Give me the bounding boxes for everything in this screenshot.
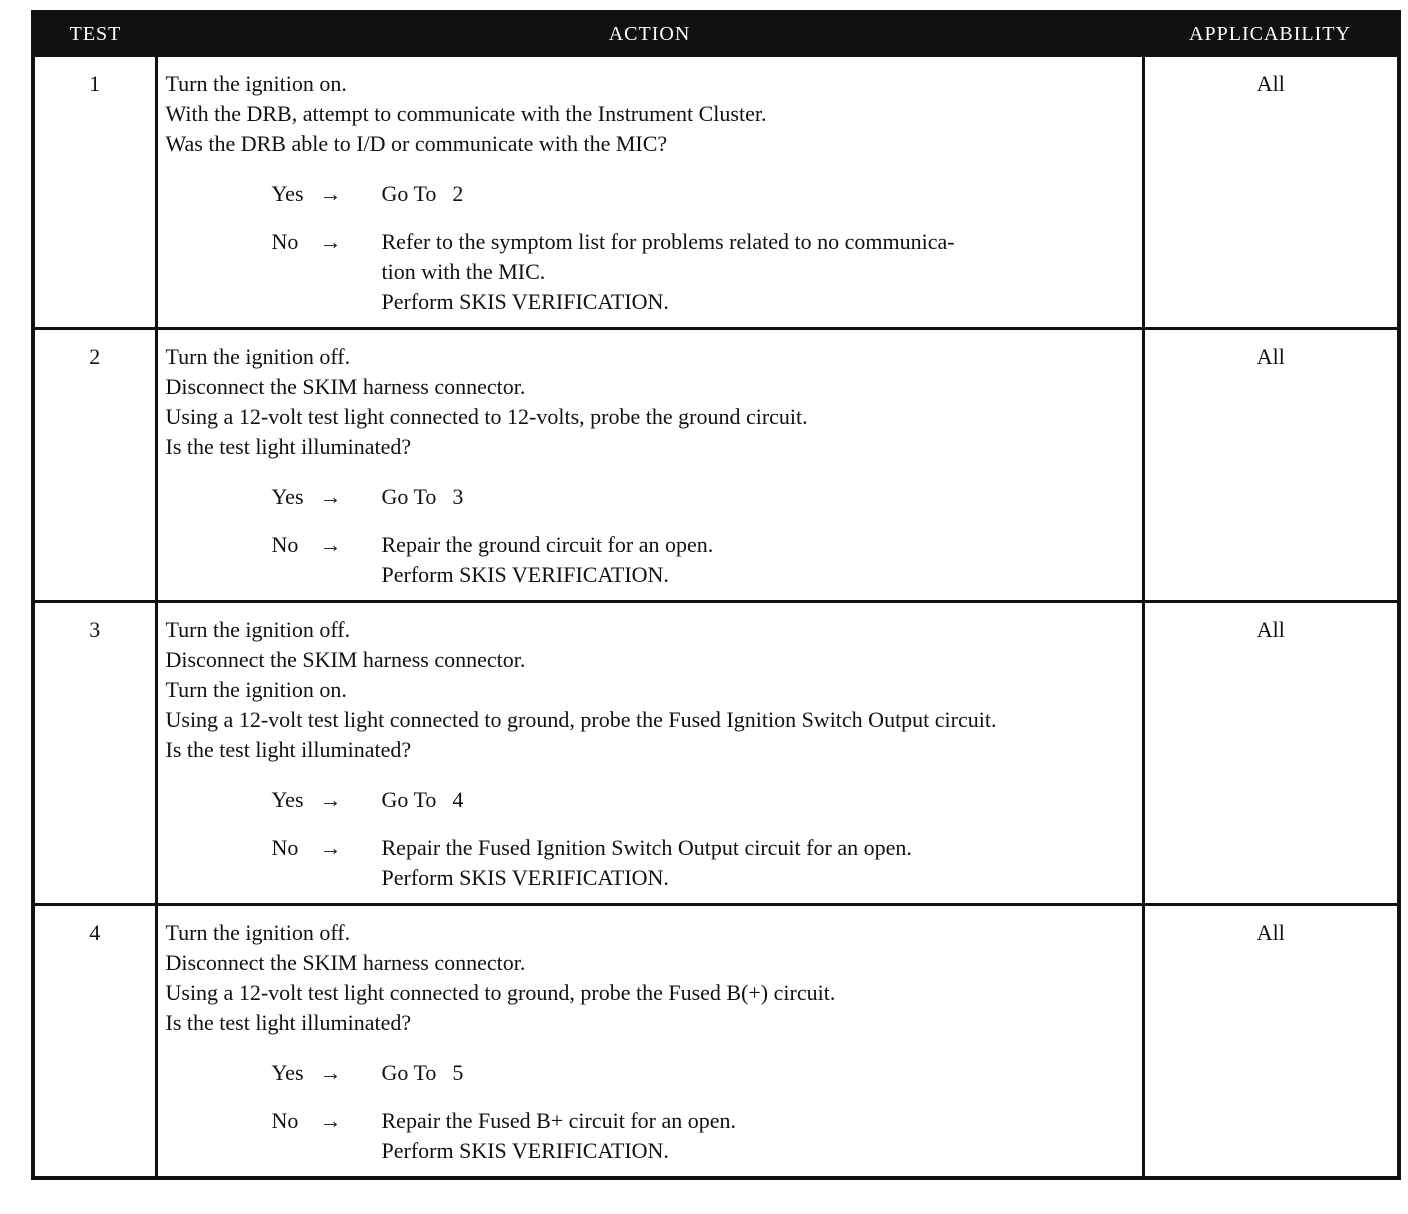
yes-label: Yes bbox=[271, 787, 304, 812]
test-number: 2 bbox=[33, 329, 156, 602]
action-step: Was the DRB able to I/D or communicate with the MIC? bbox=[165, 131, 668, 156]
action-step: Disconnect the SKIM harness connector. bbox=[165, 950, 526, 975]
arrow-right-icon: → bbox=[319, 1060, 342, 1085]
arrow-right-icon: → bbox=[319, 835, 342, 860]
no-instruction-line: Refer to the symptom list for problems related to no communica- bbox=[381, 229, 955, 254]
goto-label: Go To bbox=[381, 787, 437, 812]
diagnostic-test-table bbox=[31, 10, 1401, 1180]
no-label: No bbox=[271, 229, 299, 254]
no-label: No bbox=[271, 835, 299, 860]
goto-instruction bbox=[382, 1058, 1134, 1088]
action-cell bbox=[156, 329, 1143, 602]
yes-label: Yes bbox=[271, 484, 304, 509]
no-label: No bbox=[271, 532, 299, 557]
no-instruction-line: Perform SKIS VERIFICATION. bbox=[381, 1138, 669, 1163]
arrow-right-icon: → bbox=[319, 532, 342, 557]
test-number: 4 bbox=[33, 905, 156, 1179]
action-cell bbox=[156, 602, 1143, 905]
arrow-right-icon: → bbox=[319, 787, 342, 812]
outcome-no bbox=[272, 227, 1134, 317]
action-step: Disconnect the SKIM harness connector. bbox=[165, 647, 526, 672]
goto-target: 4 bbox=[452, 787, 464, 812]
outcome-yes bbox=[272, 482, 1134, 512]
header-test: TEST bbox=[33, 12, 156, 56]
table-row bbox=[33, 56, 1399, 329]
outcome-no bbox=[272, 833, 1134, 893]
test-number: 3 bbox=[33, 602, 156, 905]
test-number: 1 bbox=[33, 56, 156, 329]
no-instruction-line: Repair the Fused Ignition Switch Output circuit for an open. bbox=[381, 835, 912, 860]
action-step: Turn the ignition off. bbox=[165, 920, 351, 945]
goto-label: Go To bbox=[381, 1060, 437, 1085]
action-step: Turn the ignition off. bbox=[165, 617, 351, 642]
no-instruction-line: Perform SKIS VERIFICATION. bbox=[381, 562, 669, 587]
no-instruction-line: Perform SKIS VERIFICATION. bbox=[381, 865, 669, 890]
action-step: Turn the ignition off. bbox=[165, 344, 351, 369]
header-action: ACTION bbox=[156, 12, 1143, 56]
applicability-value: All bbox=[1143, 329, 1399, 602]
action-steps bbox=[166, 342, 1134, 462]
no-instruction bbox=[382, 227, 1134, 317]
header-applicability: APPLICABILITY bbox=[1143, 12, 1399, 56]
applicability-value: All bbox=[1143, 905, 1399, 1179]
action-step: Disconnect the SKIM harness connector. bbox=[165, 374, 526, 399]
action-step: Turn the ignition on. bbox=[165, 71, 347, 96]
goto-instruction bbox=[382, 179, 1134, 209]
table-body bbox=[33, 56, 1399, 1179]
outcome-yes bbox=[272, 785, 1134, 815]
applicability-value: All bbox=[1143, 56, 1399, 329]
no-instruction bbox=[382, 833, 1134, 893]
action-step: Is the test light illuminated? bbox=[165, 737, 412, 762]
action-step: Is the test light illuminated? bbox=[165, 434, 412, 459]
goto-instruction bbox=[382, 785, 1134, 815]
table-row bbox=[33, 905, 1399, 1179]
yes-label: Yes bbox=[271, 1060, 304, 1085]
table-row bbox=[33, 329, 1399, 602]
action-cell bbox=[156, 905, 1143, 1179]
yes-label: Yes bbox=[271, 181, 304, 206]
action-cell bbox=[156, 56, 1143, 329]
action-step: Turn the ignition on. bbox=[165, 677, 347, 702]
no-label: No bbox=[271, 1108, 299, 1133]
outcome-yes bbox=[272, 1058, 1134, 1088]
goto-label: Go To bbox=[381, 484, 437, 509]
action-steps bbox=[166, 615, 1134, 765]
no-instruction bbox=[382, 530, 1134, 590]
no-instruction-line: Perform SKIS VERIFICATION. bbox=[381, 289, 669, 314]
no-instruction-line: Repair the Fused B+ circuit for an open. bbox=[381, 1108, 737, 1133]
arrow-right-icon: → bbox=[319, 229, 342, 254]
action-step: Using a 12-volt test light connected to 12-volts, probe the ground circuit. bbox=[165, 404, 808, 429]
action-steps bbox=[166, 918, 1134, 1038]
no-instruction-line: Repair the ground circuit for an open. bbox=[381, 532, 714, 557]
applicability-value: All bbox=[1143, 602, 1399, 905]
action-steps bbox=[166, 69, 1134, 159]
goto-target: 3 bbox=[452, 484, 464, 509]
arrow-right-icon: → bbox=[319, 484, 342, 509]
arrow-right-icon: → bbox=[319, 1108, 342, 1133]
outcome-no bbox=[272, 530, 1134, 590]
goto-target: 5 bbox=[452, 1060, 464, 1085]
outcome-yes bbox=[272, 179, 1134, 209]
table-header-row bbox=[33, 12, 1399, 56]
no-instruction-line: tion with the MIC. bbox=[381, 259, 546, 284]
goto-label: Go To bbox=[381, 181, 437, 206]
no-instruction bbox=[382, 1106, 1134, 1166]
table-row bbox=[33, 602, 1399, 905]
outcome-no bbox=[272, 1106, 1134, 1166]
action-step: Using a 12-volt test light connected to ground, probe the Fused Ignition Switch Output circuit. bbox=[165, 707, 997, 732]
arrow-right-icon: → bbox=[319, 181, 342, 206]
goto-instruction bbox=[382, 482, 1134, 512]
action-step: Is the test light illuminated? bbox=[165, 1010, 412, 1035]
action-step: With the DRB, attempt to communicate with the Instrument Cluster. bbox=[165, 101, 767, 126]
goto-target: 2 bbox=[452, 181, 464, 206]
action-step: Using a 12-volt test light connected to ground, probe the Fused B(+) circuit. bbox=[165, 980, 836, 1005]
